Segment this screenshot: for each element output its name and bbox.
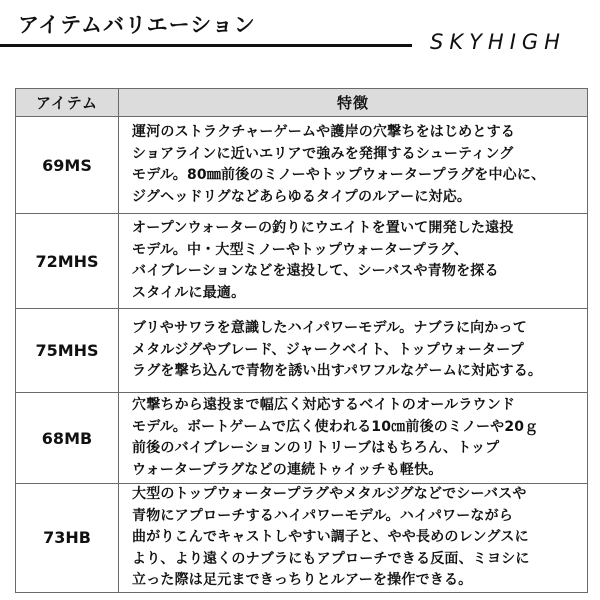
- description-line: スタイルに最適。: [132, 284, 246, 301]
- table-row: [16, 393, 588, 484]
- description-line: ウォータープラグなどの連続トゥイッチも軽快。: [132, 461, 443, 478]
- description-line: ラグを撃ち込んで青物を誘い出すパワフルなゲームに対応する。: [132, 363, 543, 380]
- table-header-row: [16, 89, 588, 117]
- page-title: アイテムバリエーション: [18, 13, 256, 37]
- description-line: バイブレーションなどを遠投して、シーバスや青物を探る: [132, 263, 499, 279]
- description-line: ショアラインに近いエリアで強みを発揮するシューティング: [132, 145, 514, 162]
- item-description: [119, 484, 588, 593]
- description-line: 大型のトップウォータープラグやメタルジグなどでシーバスや: [132, 486, 527, 502]
- item-model: 68MB: [16, 393, 119, 484]
- column-header-features: 特徴: [119, 89, 588, 117]
- table-row: [16, 484, 588, 593]
- item-model: 75MHS: [16, 309, 119, 393]
- description-line: より、より遠くのナブラにもアプローチできる反面、ミヨシに: [132, 550, 530, 567]
- item-variation-table: [15, 88, 588, 593]
- table-row: [16, 309, 588, 393]
- column-header-item: アイテム: [16, 89, 119, 117]
- description-line: 前後のバイブレーションのリトリーブはもちろん、トップ: [132, 440, 500, 456]
- table-row: [16, 117, 588, 214]
- item-description: [119, 214, 588, 309]
- item-model: 72MHS: [16, 214, 119, 309]
- item-description: [119, 117, 588, 214]
- description-line: モデル。80㎜前後のミノーやトップウォータープラグを中心に、: [132, 167, 546, 183]
- description-line: 運河のストラクチャーゲームや護岸の穴撃ちをはじめとする: [132, 124, 515, 140]
- brand-name: SKYHIGH: [430, 30, 566, 54]
- description-line: 立った際は足元まできっちりとルアーを操作できる。: [132, 572, 473, 588]
- description-line: 青物にアプローチするハイパワーモデル。ハイパワーながら: [132, 507, 514, 524]
- title-underline: [0, 44, 412, 47]
- description-line: メタルジグやブレード、ジャークベイト、トップウォータープ: [132, 341, 524, 358]
- table-row: [16, 214, 588, 309]
- description-line: ブリやサワラを意識したハイパワーモデル。ナブラに向かって: [132, 320, 527, 337]
- description-line: オープンウォーターの釣りにウエイトを置いて開発した遠投: [132, 220, 514, 236]
- description-line: モデル。ボートゲームで広く使われる10㎝前後のミノーや20ｇ: [132, 418, 539, 435]
- description-line: 曲がりこんでキャストしやすい調子と、やや長めのレングスに: [132, 529, 529, 545]
- description-line: ジグヘッドリグなどあらゆるタイプのルアーに対応。: [132, 188, 472, 205]
- description-line: 穴撃ちから遠投まで幅広く対応するベイトのオールラウンド: [132, 397, 516, 413]
- item-description: [119, 393, 588, 484]
- description-line: モデル。中・大型ミノーやトップウォータープラグ、: [132, 241, 469, 258]
- item-description: [119, 309, 588, 393]
- item-model: 69MS: [16, 117, 119, 214]
- item-model: 73HB: [16, 484, 119, 593]
